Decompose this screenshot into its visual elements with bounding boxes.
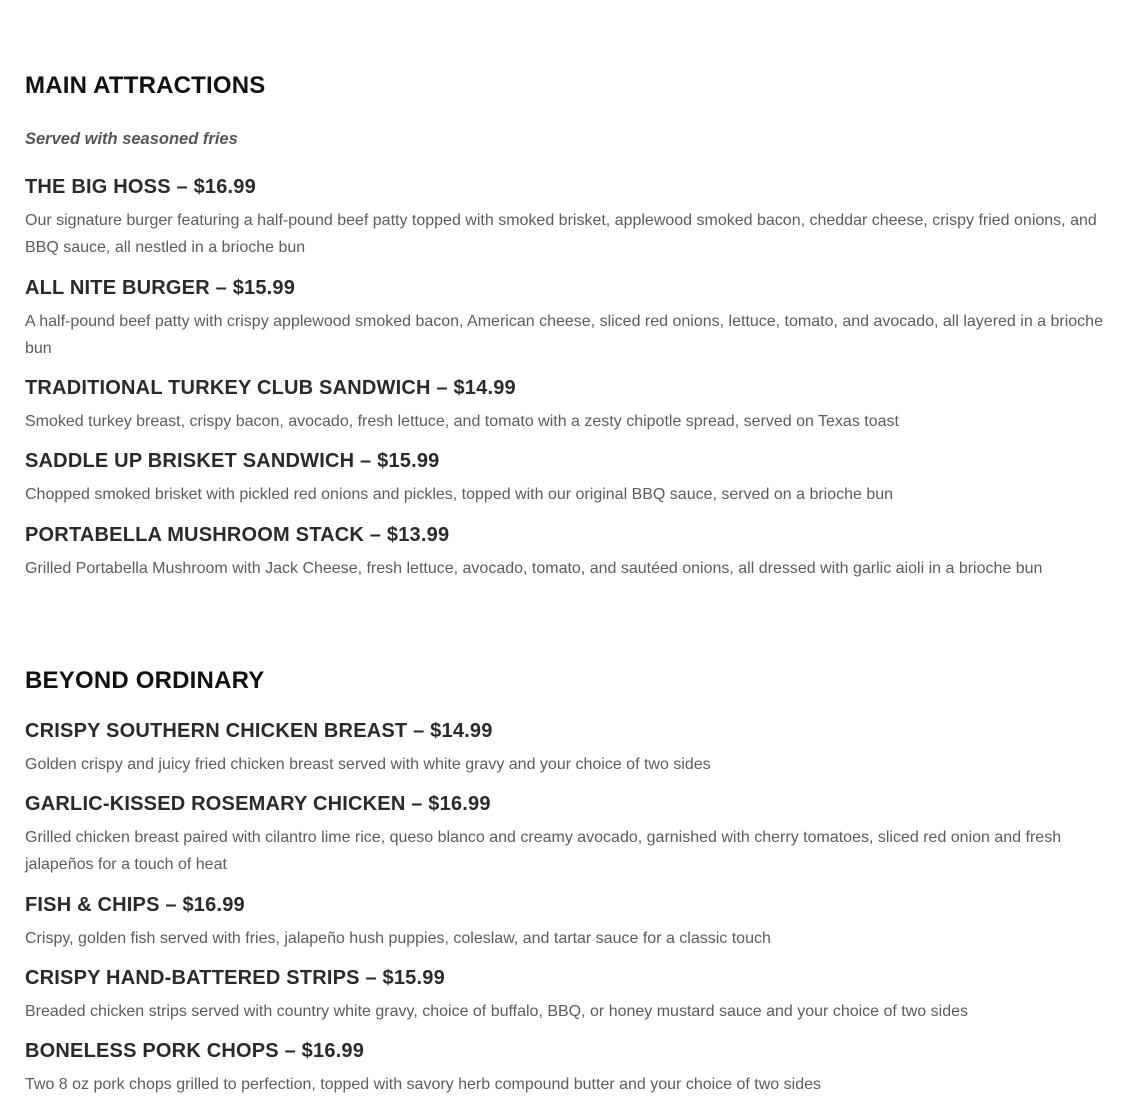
menu-item-description: Breaded chicken strips served with country white gravy, choice of buffalo, BBQ, or honey mustard sauce and your choice of two sides (25, 1003, 968, 1020)
section-title-beyond-ordinary: BEYOND ORDINARY (25, 667, 265, 694)
menu-item-description: Grilled Portabella Mushroom with Jack Cheese, fresh lettuce, avocado, tomato, and sautéed onions, all dressed with garlic aioli in a brioche bun (25, 560, 1043, 577)
menu-item-title: CRISPY SOUTHERN CHICKEN BREAST – $14.99 (25, 720, 493, 742)
menu-item-title: ALL NITE BURGER – $15.99 (25, 277, 296, 299)
menu-item-description: Grilled chicken breast paired with cilantro lime rice, queso blanco and creamy avocado, garnished with cherry tomatoes, sliced red onion and fresh jalapeños for a touch of heat (25, 829, 1062, 873)
menu-item-title: TRADITIONAL TURKEY CLUB SANDWICH – $14.99 (25, 377, 516, 399)
menu-item-title: THE BIG HOSS – $16.99 (25, 176, 256, 198)
menu-item-title: SADDLE UP BRISKET SANDWICH – $15.99 (25, 450, 440, 472)
menu-item-description: Crispy, golden fish served with fries, jalapeño hush puppies, coleslaw, and tartar sauce for a classic touch (25, 930, 771, 947)
menu-item-description: Our signature burger featuring a half-pound beef patty topped with smoked brisket, applewood smoked bacon, cheddar cheese, crispy fried onions, and BBQ sauce, all nestled in a brioche bun (25, 212, 1097, 256)
menu-item-description: Chopped smoked brisket with pickled red onions and pickles, topped with our original BBQ sauce, served on a brioche bun (25, 486, 894, 503)
menu-item-description: Golden crispy and juicy fried chicken breast served with white gravy and your choice of two sides (25, 756, 711, 773)
menu-item-title: CRISPY HAND-BATTERED STRIPS – $15.99 (25, 967, 445, 989)
menu-item-description: Smoked turkey breast, crispy bacon, avocado, fresh lettuce, and tomato with a zesty chipotle spread, served on Texas toast (25, 413, 899, 430)
menu-item-description: A half-pound beef patty with crispy applewood smoked bacon, American cheese, sliced red onions, lettuce, tomato, and avocado, all layered in a brioche bun (25, 313, 1103, 357)
menu-item-description: Two 8 oz pork chops grilled to perfection, topped with savory herb compound butter and your choice of two sides (25, 1076, 821, 1093)
section-note: Served with seasoned fries (25, 130, 238, 148)
menu-item-title: FISH & CHIPS – $16.99 (25, 894, 245, 916)
menu-item-title: PORTABELLA MUSHROOM STACK – $13.99 (25, 524, 450, 546)
menu-item-title: BONELESS PORK CHOPS – $16.99 (25, 1040, 365, 1062)
menu-item-title: GARLIC-KISSED ROSEMARY CHICKEN – $16.99 (25, 793, 491, 815)
section-title-main-attractions: MAIN ATTRACTIONS (25, 72, 266, 99)
